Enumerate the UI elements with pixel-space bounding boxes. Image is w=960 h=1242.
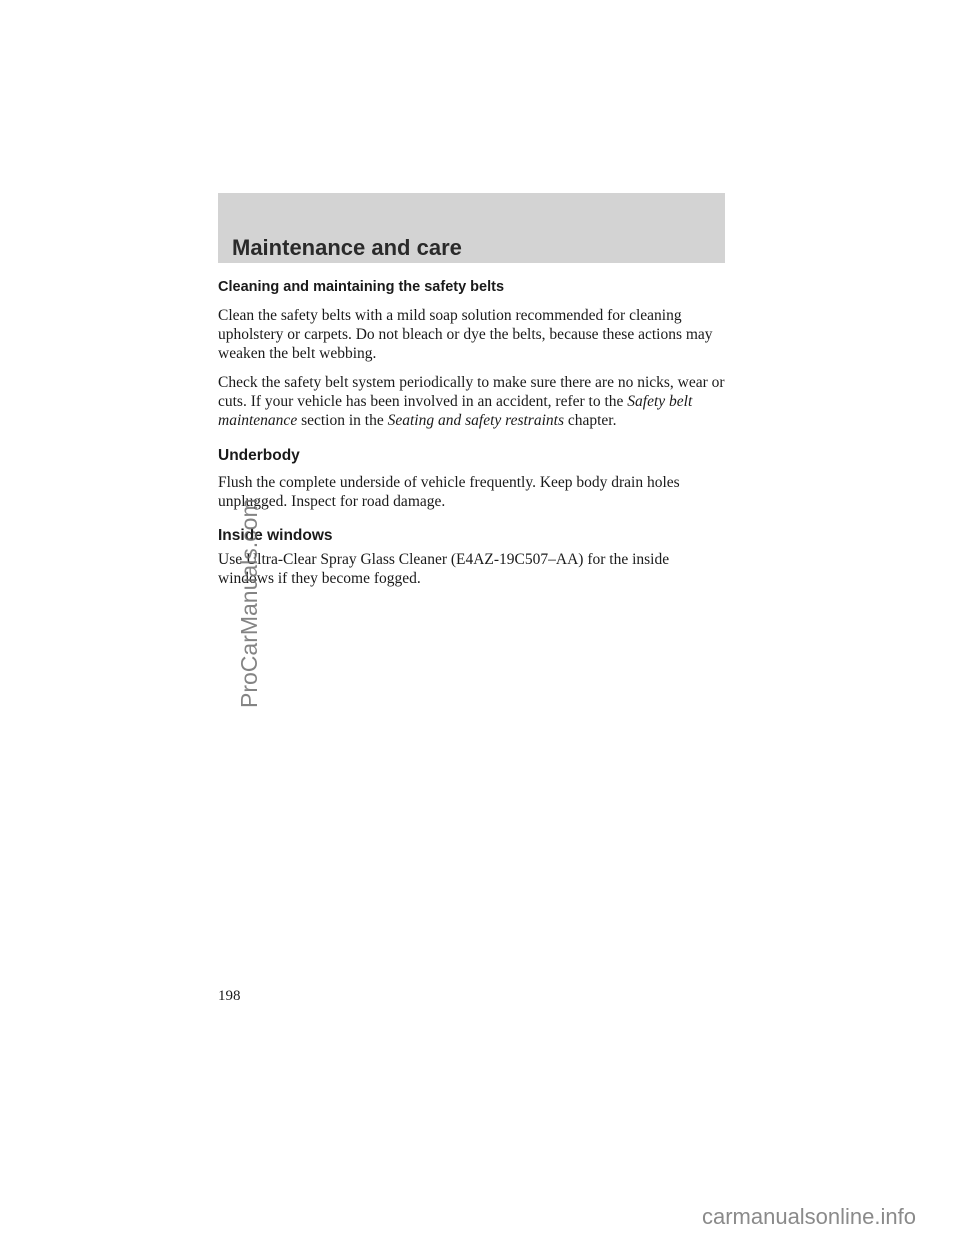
- paragraph-text: Check the safety belt system periodically to make sure there are no nicks, wear or cuts. If your vehicle has been involved in an accident, refer to the: [218, 374, 725, 410]
- heading-inside-windows: Inside windows: [218, 527, 333, 544]
- page-content: [218, 278, 725, 588]
- paragraph-text: chapter.: [563, 412, 617, 429]
- side-watermark: ProCarManuals.com: [236, 498, 262, 708]
- paragraph-text: section in the: [297, 412, 388, 429]
- reference-seating-and-safety-restraints: Seating and safety restraints: [387, 412, 564, 429]
- heading-safety-belts: Cleaning and maintaining the safety belts: [218, 279, 505, 295]
- page-number: 198: [218, 988, 241, 1004]
- reference-safety-belt-maintenance: Safety belt maintenance: [218, 393, 693, 429]
- section-title: Maintenance and care: [232, 235, 462, 260]
- heading-underbody: Underbody: [218, 447, 300, 464]
- paragraph-safety-belts-cleaning: Clean the safety belts with a mild soap solution recommended for cleaning upholstery or carpets. Do not bleach or dye the belts, because these actions may weaken the belt webbing.: [218, 307, 713, 362]
- section-header-band: [218, 193, 725, 263]
- paragraph-safety-belts-check: [218, 373, 725, 430]
- paragraph-inside-windows: Use Ultra-Clear Spray Glass Cleaner (E4AZ-19C507–AA) for the inside windows if they become fogged.: [218, 551, 670, 587]
- paragraph-underbody: Flush the complete underside of vehicle frequently. Keep body drain holes unplugged. Inspect for road damage.: [218, 474, 680, 510]
- footer-watermark: carmanualsonline.info: [701, 1204, 916, 1229]
